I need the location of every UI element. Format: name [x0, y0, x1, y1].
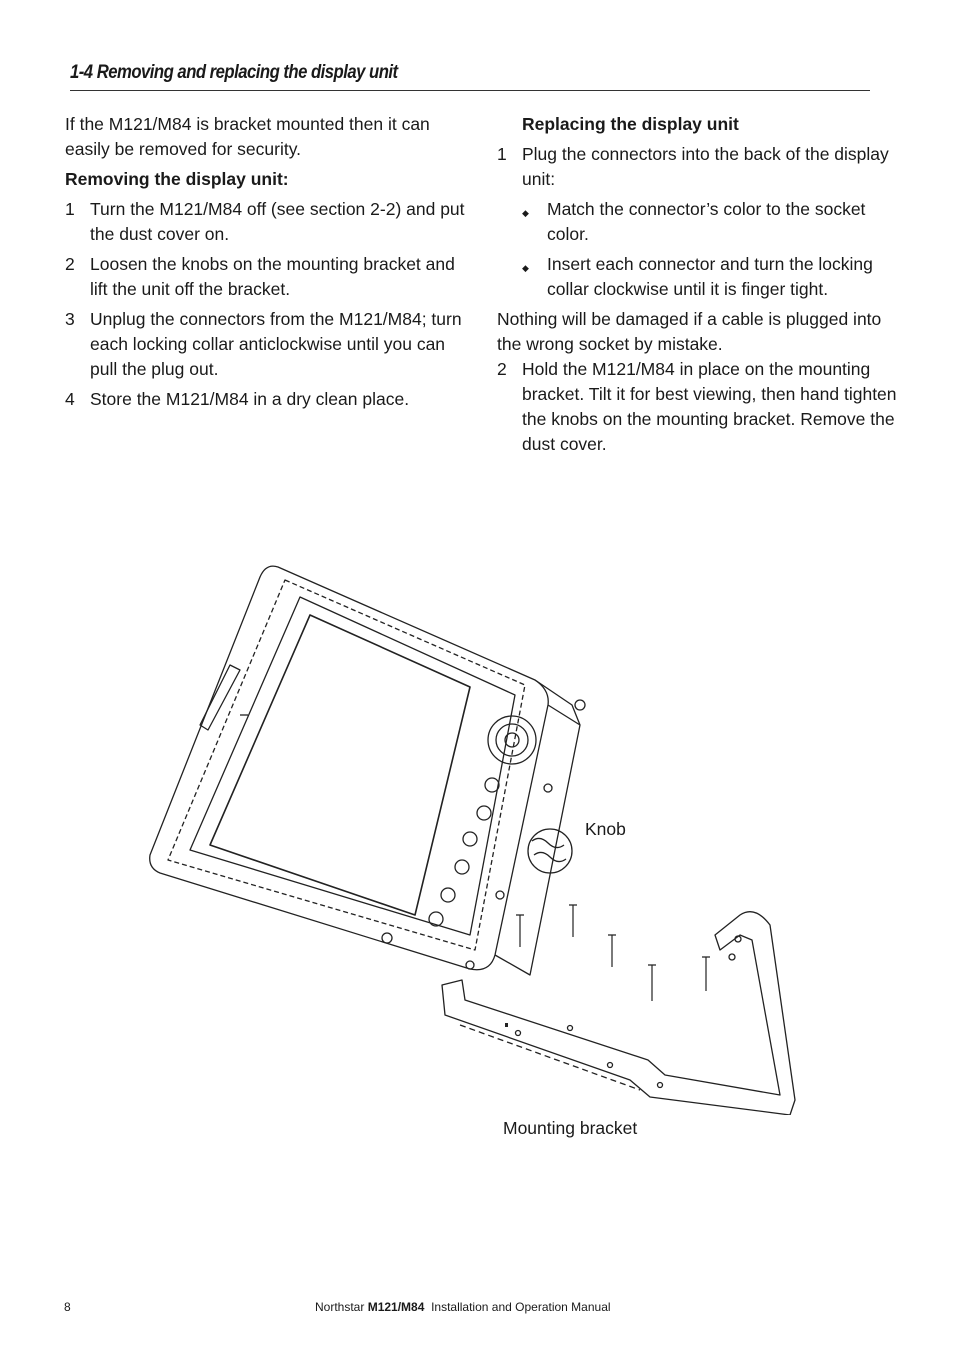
mounting-bracket-drawing	[442, 912, 795, 1115]
bullet-icon: ◆	[522, 208, 529, 218]
display-unit-illustration	[140, 555, 820, 1115]
left-column	[65, 112, 470, 417]
step-number: 1	[65, 199, 75, 219]
replacing-step-1	[497, 142, 897, 192]
manual-title	[315, 1300, 611, 1314]
intro-paragraph: If the M121/M84 is bracket mounted then it can easily be removed for security.	[65, 114, 430, 159]
removing-step-1	[65, 197, 470, 247]
step-number: 3	[65, 309, 75, 329]
step-text: Hold the M121/M84 in place on the mounting bracket. Tilt it for best viewing, then hand tighten the knobs on the mounting bracket. Remove the dust cover.	[522, 359, 897, 454]
bullet-list	[522, 197, 897, 302]
bullet-item	[522, 197, 897, 247]
display-unit-drawing	[150, 566, 585, 975]
replacing-step-2	[497, 357, 897, 457]
step-number: 2	[497, 359, 507, 379]
bullet-item	[522, 252, 897, 302]
screws-drawing	[516, 905, 710, 1001]
bullet-text: Insert each connector and turn the locking collar clockwise until it is finger tight.	[547, 254, 873, 299]
step-text: Plug the connectors into the back of the display unit:	[522, 144, 889, 189]
model-name: M121/M84	[367, 1300, 425, 1314]
section-title: 1-4 Removing and replacing the display unit	[70, 62, 398, 83]
page-number: 8	[64, 1300, 71, 1314]
mounting-bracket-label: Mounting bracket	[503, 1118, 638, 1138]
step-text: Loosen the knobs on the mounting bracket and lift the unit off the bracket.	[90, 254, 455, 299]
bullet-icon: ◆	[522, 263, 529, 273]
step-number: 1	[497, 144, 507, 164]
step-number: 4	[65, 389, 75, 409]
knob-label: Knob	[585, 819, 626, 839]
bullet-text: Match the connector’s color to the socket color.	[547, 199, 866, 244]
removing-step-3	[65, 307, 470, 382]
removing-heading: Removing the display unit:	[65, 169, 289, 189]
step-number: 2	[65, 254, 75, 274]
step-text: Store the M121/M84 in a dry clean place.	[90, 389, 410, 409]
note-paragraph: Nothing will be damaged if a cable is plugged into the wrong socket by mistake.	[497, 309, 882, 354]
step-text: Turn the M121/M84 off (see section 2-2) and put the dust cover on.	[90, 199, 465, 244]
removing-step-4	[65, 387, 470, 412]
step-text: Unplug the connectors from the M121/M84; turn each locking collar anticlockwise until you can pull the plug out.	[90, 309, 462, 379]
removing-step-2	[65, 252, 470, 302]
brand-name: Northstar	[315, 1300, 365, 1314]
replacing-heading: Replacing the display unit	[522, 114, 739, 134]
title-rule	[70, 90, 870, 91]
right-column	[497, 112, 897, 462]
manual-name: Installation and Operation Manual	[431, 1300, 611, 1314]
